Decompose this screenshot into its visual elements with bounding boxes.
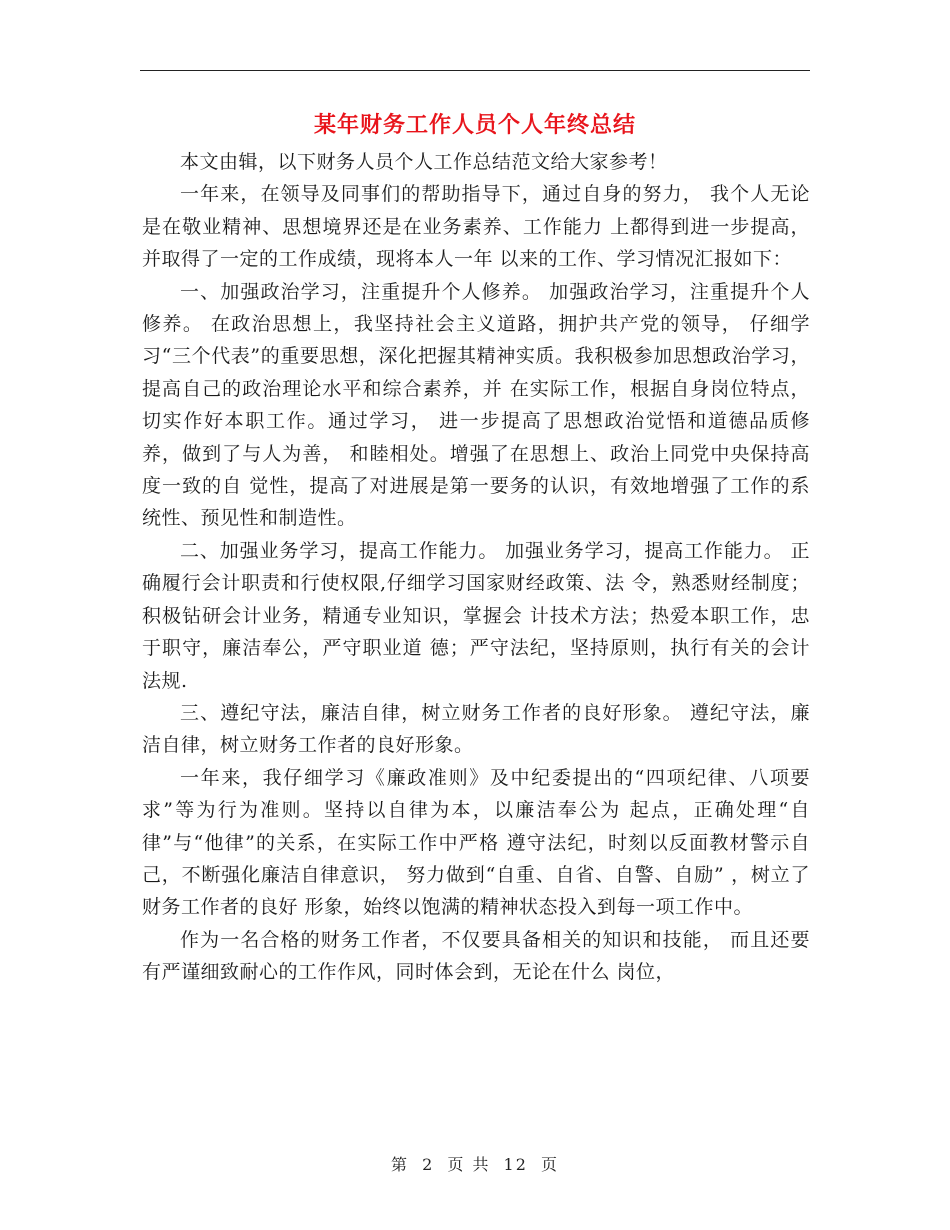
footer-suffix: 页 bbox=[541, 1155, 560, 1174]
footer-page-number: 2 bbox=[422, 1155, 435, 1174]
document-title: 某年财务工作人员个人年终总结 bbox=[313, 112, 636, 138]
paragraph-work-style: 作为一名合格的财务工作者，不仅要具备相关的知识和技能， 而且还要有严谨细致耐心的工作作风，同时体会到，无论在什么 岗位， bbox=[142, 928, 810, 984]
footer-total-pages: 12 bbox=[503, 1155, 528, 1174]
paragraph-business-study: 二、加强业务学习，提高工作能力。 加强业务学习，提高工作能力。 正确履行会计职责和行使权限,仔细学习国家财经政策、法 令，熟悉财经制度；积极钻研会计业务，精通专业知识，掌握会 计技术方法；热爱本职工作，忠于职守，廉洁奉公，严守职业道 德；严守法纪，坚持原则，执行有关的会计法规. bbox=[142, 539, 810, 692]
footer-middle: 页 共 bbox=[447, 1155, 491, 1174]
paragraph-intro: 本文由辑，以下财务人员个人工作总结范文给大家参考！ bbox=[180, 151, 668, 173]
document-body bbox=[142, 146, 810, 989]
paragraph-overview: 一年来，在领导及同事们的帮助指导下，通过自身的努力， 我个人无论是在敬业精神、思想境界还是在业务素养、工作能力 上都得到进一步提高，并取得了一定的工作成绩，现将本人一年 以来的工作、学习情况汇报如下： bbox=[142, 183, 810, 271]
footer-prefix: 第 bbox=[390, 1155, 409, 1174]
paragraph-integrity: 一年来，我仔细学习《廉政准则》及中纪委提出的“四项纪律、八项要求”等为行为准则。坚持以自律为本，以廉洁奉公为 起点，正确处理“自律”与“他律”的关系，在实际工作中严格 遵守法纪，时刻以反面教材警示自己，不断强化廉洁自律意识， 努力做到“自重、自省、自警、自励” ，树立了财务工作者的良好 形象，始终以饱满的精神状态投入到每一项工作中。 bbox=[142, 766, 810, 919]
paragraph-political-study: 一、加强政治学习，注重提升个人修养。 加强政治学习，注重提升个人修养。 在政治思想上，我坚持社会主义道路，拥护共产党的领导， 仔细学习“三个代表”的重要思想，深化把握其精神实质。我积极参加思想政治学习，提高自己的政治理论水平和综合素养，并 在实际工作，根据自身岗位特点，切实作好本职工作。通过学习， 进一步提高了思想政治觉悟和道德品质修养，做到了与人为善， 和睦相处。增强了在思想上、政治上同党中央保持高度一致的自 觉性，提高了对进展是第一要务的认识，有效地增强了工作的系 统性、预见性和制造性。 bbox=[142, 280, 810, 530]
page-footer bbox=[0, 1152, 950, 1175]
paragraph-discipline: 三、遵纪守法，廉洁自律，树立财务工作者的良好形象。 遵纪守法，廉洁自律，树立财务工作者的良好形象。 bbox=[142, 701, 810, 757]
header-rule bbox=[140, 70, 810, 71]
